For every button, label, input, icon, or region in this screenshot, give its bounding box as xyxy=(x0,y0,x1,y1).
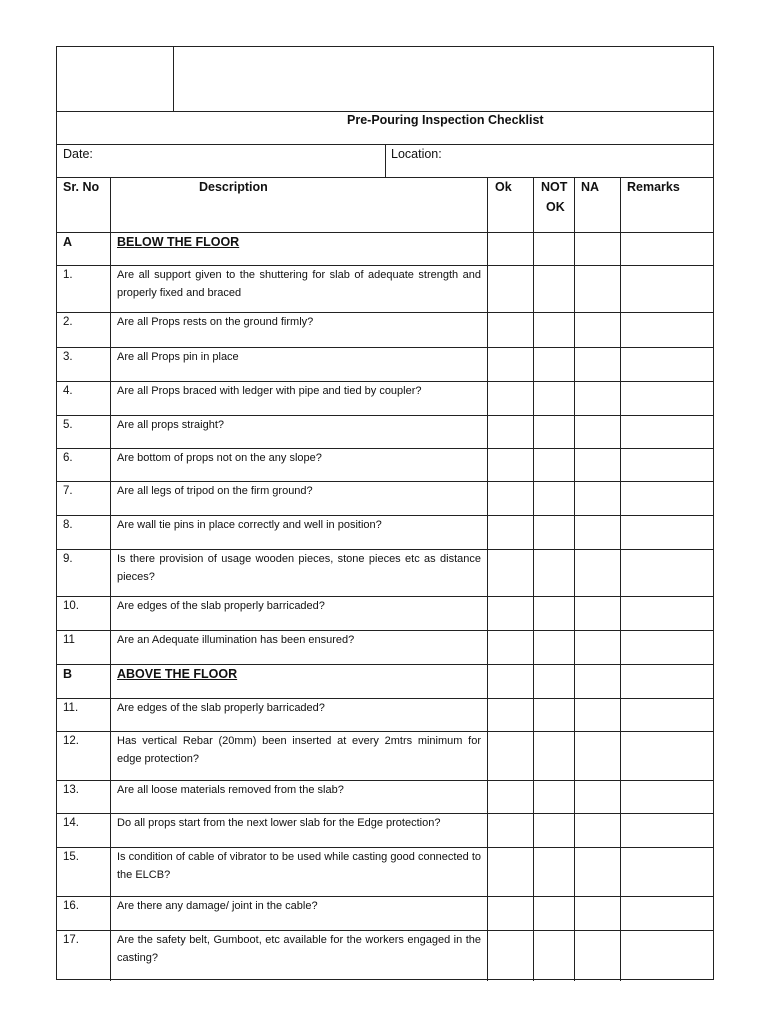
row-sr-no: 8. xyxy=(63,519,73,531)
row-description: Are all loose materials removed from the slab? xyxy=(117,784,344,796)
row-sr-no: 4. xyxy=(63,385,73,397)
table-rule xyxy=(57,177,713,178)
column-header-ok: Ok xyxy=(495,180,512,194)
column-divider-sr xyxy=(110,177,111,981)
row-description: Is condition of cable of vibrator to be used while casting good connected to the ELCB? xyxy=(117,851,481,881)
row-sr-no: 1. xyxy=(63,269,73,281)
row-sr-no: 16. xyxy=(63,900,79,912)
row-sr-no: 15. xyxy=(63,851,79,863)
row-description: Are all support given to the shuttering for slab of adequate strength and properly fixed and braced xyxy=(117,269,481,299)
column-header-description: Description xyxy=(199,180,268,194)
column-divider-ok xyxy=(533,177,534,981)
row-sr-no: 6. xyxy=(63,452,73,464)
row-sr-no: B xyxy=(63,667,73,681)
row-description: Is there provision of usage wooden pieces, stone pieces etc as distance pieces? xyxy=(117,553,481,583)
row-sr-no: A xyxy=(63,235,73,249)
row-description: Are an Adequate illumination has been ensured? xyxy=(117,634,355,646)
row-sr-no: 9. xyxy=(63,553,73,565)
row-sr-no: 3. xyxy=(63,351,73,363)
row-sr-no: 12. xyxy=(63,735,79,747)
row-description: Are edges of the slab properly barricaded? xyxy=(117,600,325,612)
row-description: Are edges of the slab properly barricaded? xyxy=(117,702,325,714)
section-heading: ABOVE THE FLOOR xyxy=(117,667,238,681)
row-description: Are all Props rests on the ground firmly? xyxy=(117,316,314,328)
column-header-sr: Sr. No xyxy=(63,180,100,194)
row-description: Do all props start from the next lower slab for the Edge protection? xyxy=(117,817,441,829)
row-description: Are all props straight? xyxy=(117,419,224,431)
row-sr-no: 14. xyxy=(63,817,79,829)
checklist-title: Pre-Pouring Inspection Checklist xyxy=(347,113,544,127)
row-description: Are the safety belt, Gumboot, etc available for the workers engaged in the casting? xyxy=(117,934,481,964)
row-description: Has vertical Rebar (20mm) been inserted at every 2mtrs minimum for edge protection? xyxy=(117,735,481,765)
row-sr-no: 13. xyxy=(63,784,79,796)
column-divider-na xyxy=(620,177,621,981)
column-header-not-ok-line1: NOT xyxy=(541,180,568,194)
row-description: Are all Props pin in place xyxy=(117,351,239,363)
row-description: Are all legs of tripod on the firm ground? xyxy=(117,485,313,497)
row-sr-no: 11. xyxy=(63,702,79,714)
checklist-table xyxy=(56,46,714,980)
row-description: Are there any damage/ joint in the cable? xyxy=(117,900,318,912)
row-sr-no: 7. xyxy=(63,485,73,497)
column-divider-not-ok xyxy=(574,177,575,981)
logo-cell-divider xyxy=(173,47,174,111)
row-description: Are bottom of props not on the any slope? xyxy=(117,452,322,464)
row-description: Are all Props braced with ledger with pipe and tied by coupler? xyxy=(117,385,422,397)
row-description: Are wall tie pins in place correctly and well in position? xyxy=(117,519,382,531)
column-header-remarks: Remarks xyxy=(627,180,680,194)
date-location-divider xyxy=(385,144,386,177)
date-label: Date: xyxy=(63,147,93,161)
column-divider-description xyxy=(487,177,488,981)
row-sr-no: 11 xyxy=(63,634,75,646)
row-sr-no: 10. xyxy=(63,600,79,612)
column-header-na: NA xyxy=(581,180,600,194)
row-sr-no: 17. xyxy=(63,934,79,946)
row-sr-no: 5. xyxy=(63,419,73,431)
section-heading: BELOW THE FLOOR xyxy=(117,235,240,249)
row-sr-no: 2. xyxy=(63,316,73,328)
column-header-not-ok-line2: OK xyxy=(546,200,565,214)
location-label: Location: xyxy=(391,147,442,161)
